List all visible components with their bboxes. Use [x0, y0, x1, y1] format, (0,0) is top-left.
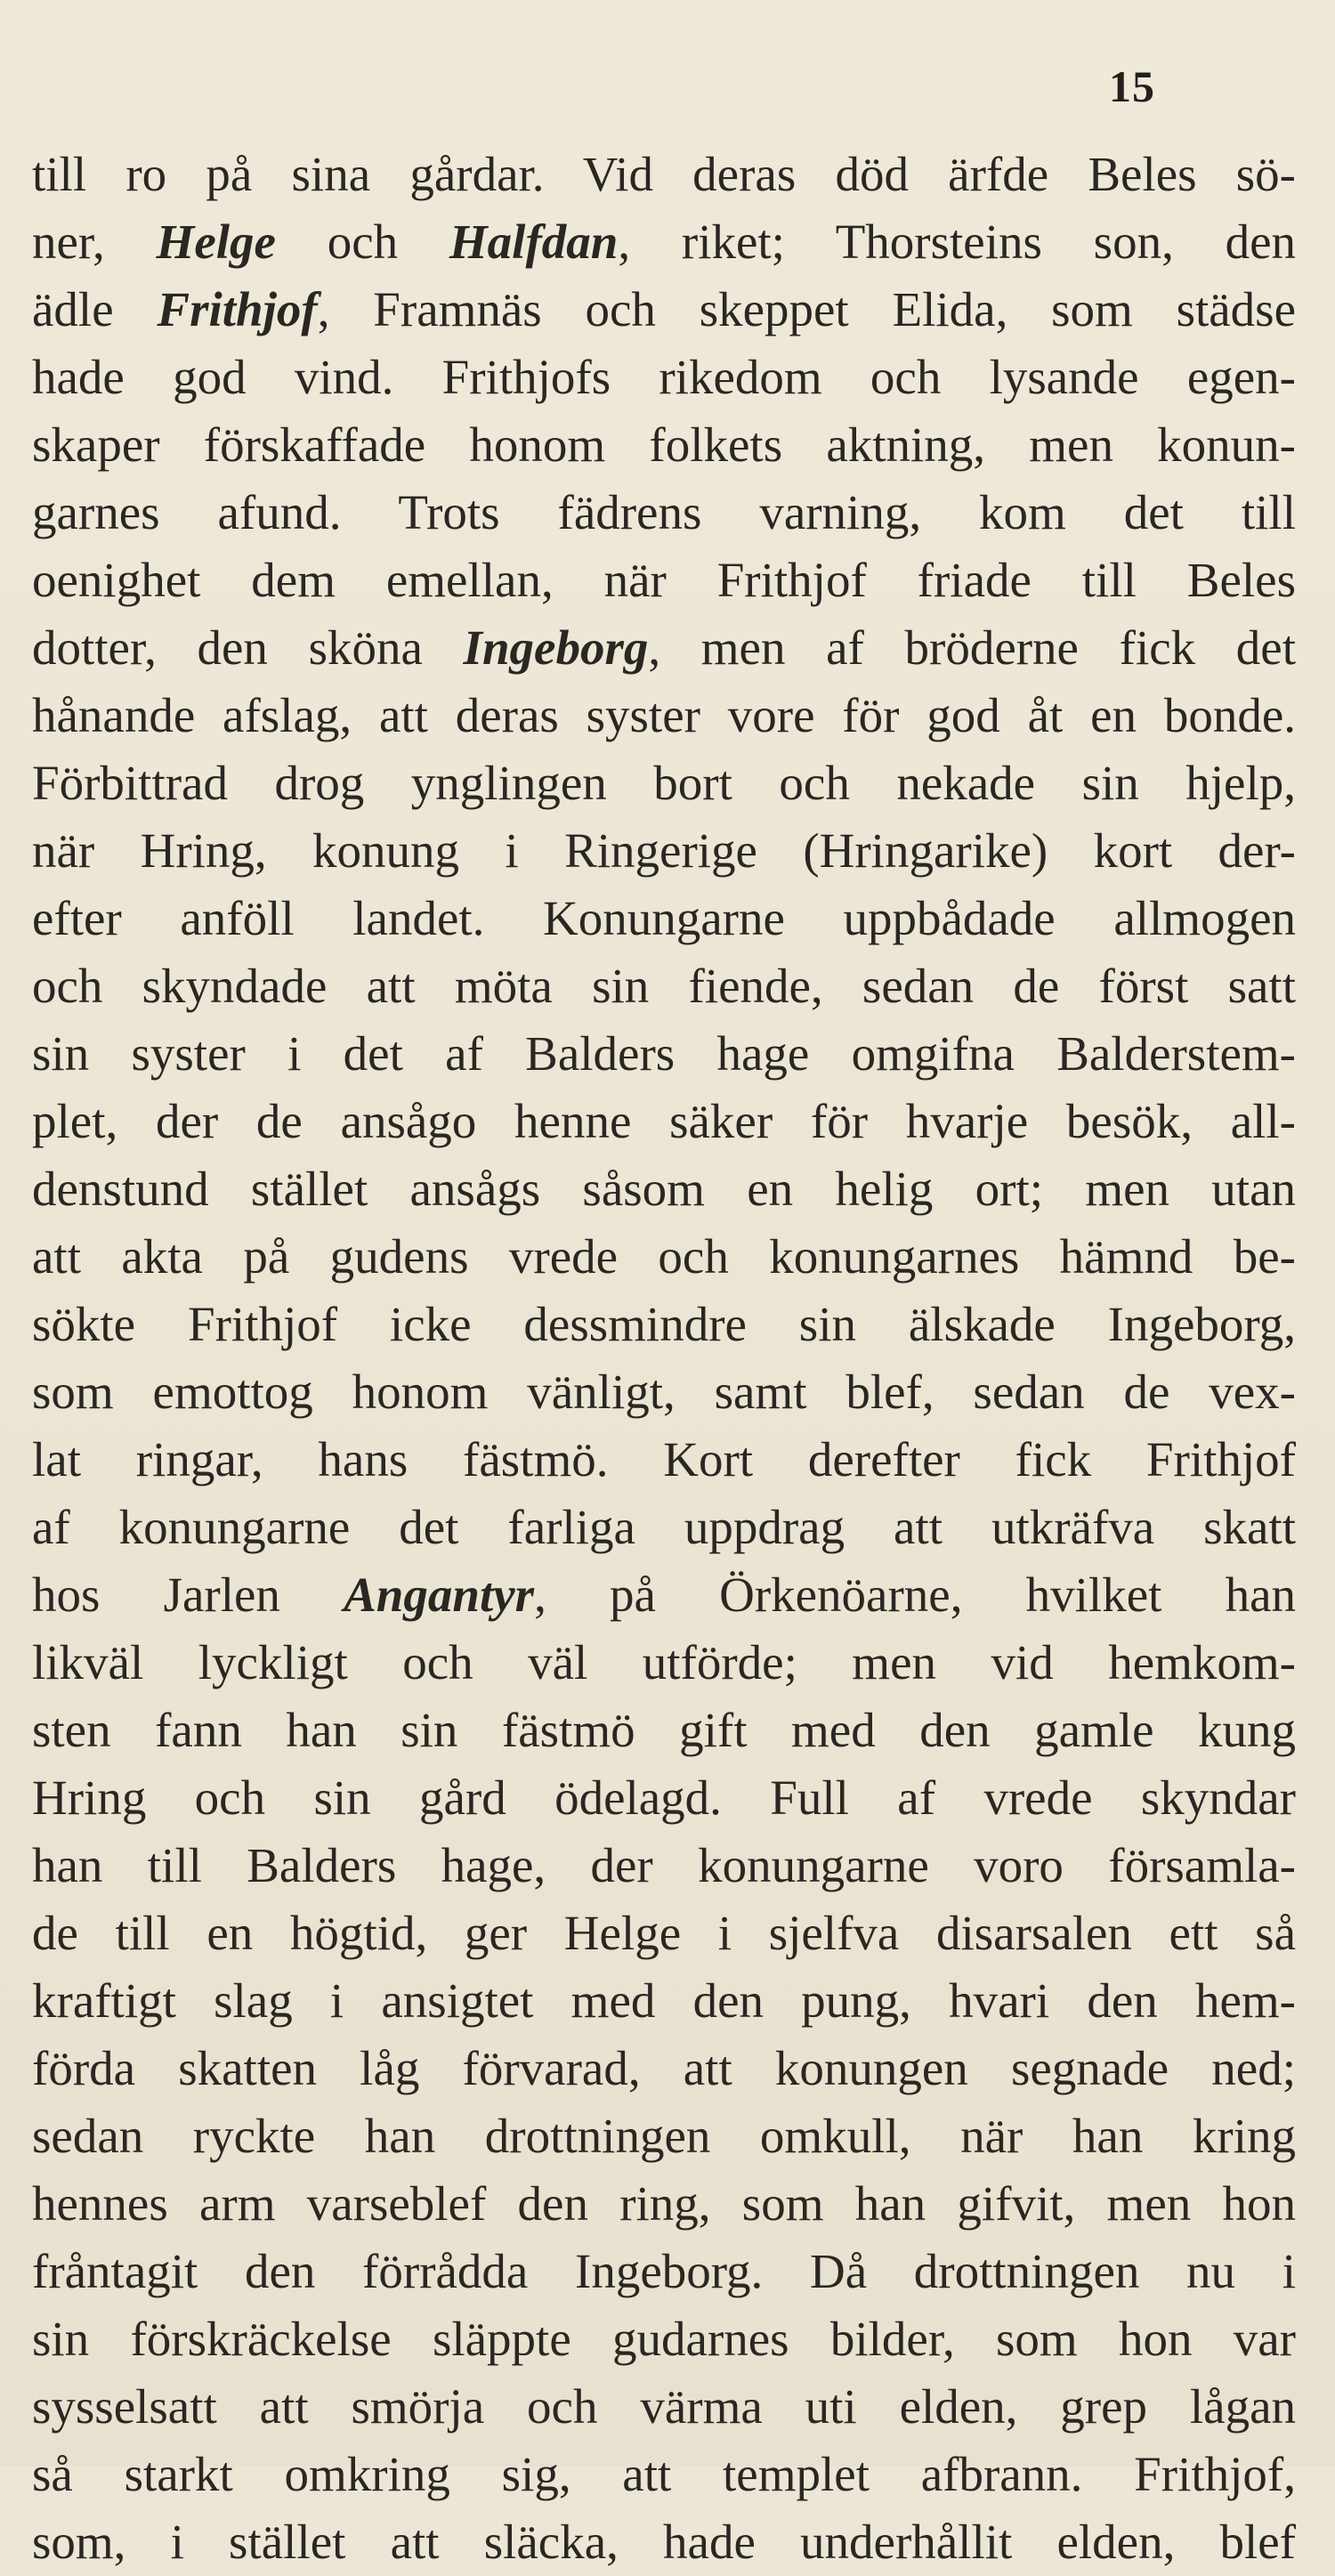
proper-name: Angantyr [344, 1567, 535, 1622]
text-line [32, 682, 1296, 749]
text-segment: lat ringar, hans fästmö. Kort derefter fick Frithjof [32, 1432, 1296, 1486]
text-line [32, 1967, 1296, 2035]
text-line [32, 1697, 1296, 1764]
text-segment: skaper förskaffade honom folkets aktning, men konun- [32, 417, 1296, 472]
text-segment: sin förskräckelse släppte gudarnes bilder, som hon var [32, 2312, 1296, 2366]
text-line [32, 1494, 1296, 1561]
text-segment: hade god vind. Frithjofs rikedom och lysande egen- [32, 350, 1296, 404]
text-segment: , men af bröderne fick det [648, 620, 1296, 675]
text-segment: sysselsatt att smörja och värma uti elden, grep lågan [32, 2379, 1296, 2434]
text-line [32, 614, 1296, 682]
text-segment: hennes arm varseblef den ring, som han gifvit, men hon [32, 2176, 1296, 2231]
text-segment: denstund stället ansågs såsom en helig ort; men utan [32, 1162, 1296, 1216]
text-line [32, 1629, 1296, 1697]
text-segment: sedan ryckte han drottningen omkull, när han kring [32, 2109, 1296, 2163]
text-segment: , på Örkenöarne, hvilket han [534, 1567, 1296, 1622]
proper-name: Ingeborg [463, 620, 649, 675]
text-segment: när Hring, konung i Ringerige (Hringarike) kort der- [32, 823, 1296, 878]
text-segment: , Framnäs och skeppet Elida, som städse [317, 282, 1296, 336]
text-segment: sökte Frithjof icke dessmindre sin älskade Ingeborg, [32, 1297, 1296, 1351]
text-line [32, 1155, 1296, 1223]
text-segment: dotter, den sköna [32, 620, 464, 675]
text-segment: sin syster i det af Balders hage omgifna Balderstem- [32, 1026, 1296, 1081]
text-line [32, 344, 1296, 411]
text-segment: af konungarne det farliga uppdrag att utkräfva skatt [32, 1500, 1296, 1554]
text-line [32, 1020, 1296, 1088]
text-segment: fråntagit den förrådda Ingeborg. Då drottningen nu i [32, 2244, 1296, 2298]
text-line [32, 2035, 1296, 2102]
text-segment: sten fann han sin fästmö gift med den gamle kung [32, 1703, 1296, 1757]
text-line [32, 1900, 1296, 1967]
text-segment: och [275, 215, 449, 269]
text-line [32, 411, 1296, 479]
text-line [32, 1561, 1296, 1629]
text-segment: kraftigt slag i ansigtet med den pung, hvari den hem- [32, 1973, 1296, 2028]
text-segment: likväl lyckligt och väl utförde; men vid hemkom- [32, 1635, 1296, 1689]
text-line [32, 2238, 1296, 2305]
text-segment: ner, [32, 215, 157, 269]
text-line [32, 749, 1296, 817]
text-segment: oenighet dem emellan, när Frithjof friade till Beles [32, 553, 1296, 607]
text-line [32, 1426, 1296, 1494]
text-segment: och skyndade att möta sin fiende, sedan de först satt [32, 959, 1296, 1013]
text-line [32, 1291, 1296, 1358]
text-line [32, 276, 1296, 344]
text-segment: som emottog honom vänligt, samt blef, sedan de vex- [32, 1365, 1296, 1419]
text-segment: han till Balders hage, der konungarne voro församla- [32, 1838, 1296, 1892]
text-segment: , riket; Thorsteins son, den [618, 215, 1296, 269]
proper-name: Frithjof [157, 282, 318, 336]
text-segment: så starkt omkring sig, att templet afbrann. Frithjof, [32, 2447, 1296, 2501]
text-line [32, 1088, 1296, 1155]
page-number: 15 [1109, 61, 1155, 111]
text-segment: förda skatten låg förvarad, att konungen segnade ned; [32, 2041, 1296, 2095]
text-line [32, 547, 1296, 614]
text-line [32, 1223, 1296, 1291]
proper-name: Helge [156, 215, 276, 269]
text-line [32, 885, 1296, 952]
text-segment: de till en högtid, ger Helge i sjelfva disarsalen ett så [32, 1906, 1296, 1960]
text-line [32, 479, 1296, 547]
text-line [32, 952, 1296, 1020]
text-segment: efter anföll landet. Konungarne uppbådade allmogen [32, 891, 1296, 945]
body-text [32, 141, 1296, 2576]
text-line [32, 1358, 1296, 1426]
text-segment: Förbittrad drog ynglingen bort och nekade sin hjelp, [32, 756, 1296, 810]
text-line [32, 1764, 1296, 1832]
text-line [32, 141, 1296, 208]
text-line [32, 2373, 1296, 2441]
text-segment: ädle [32, 282, 158, 336]
text-segment: till ro på sina gårdar. Vid deras död ärfde Beles sö- [32, 147, 1296, 201]
text-segment: plet, der de ansågo henne säker för hvarje besök, all- [32, 1094, 1296, 1148]
text-segment: hos Jarlen [32, 1567, 344, 1622]
text-segment: att akta på gudens vrede och konungarnes hämnd be- [32, 1229, 1296, 1284]
text-line [32, 208, 1296, 276]
text-line [32, 2305, 1296, 2373]
text-line [32, 1832, 1296, 1900]
text-segment: Hring och sin gård ödelagd. Full af vrede skyndar [32, 1770, 1296, 1825]
text-segment: som, i stället att släcka, hade underhållit elden, blef [32, 2515, 1296, 2569]
proper-name: Halfdan [449, 215, 619, 269]
text-line [32, 2170, 1296, 2238]
text-line [32, 2508, 1296, 2576]
text-line [32, 2102, 1296, 2170]
text-segment: hånande afslag, att deras syster vore för god åt en bonde. [32, 688, 1296, 742]
text-segment: garnes afund. Trots fädrens varning, kom det till [32, 485, 1296, 539]
text-line [32, 817, 1296, 885]
text-line [32, 2441, 1296, 2508]
